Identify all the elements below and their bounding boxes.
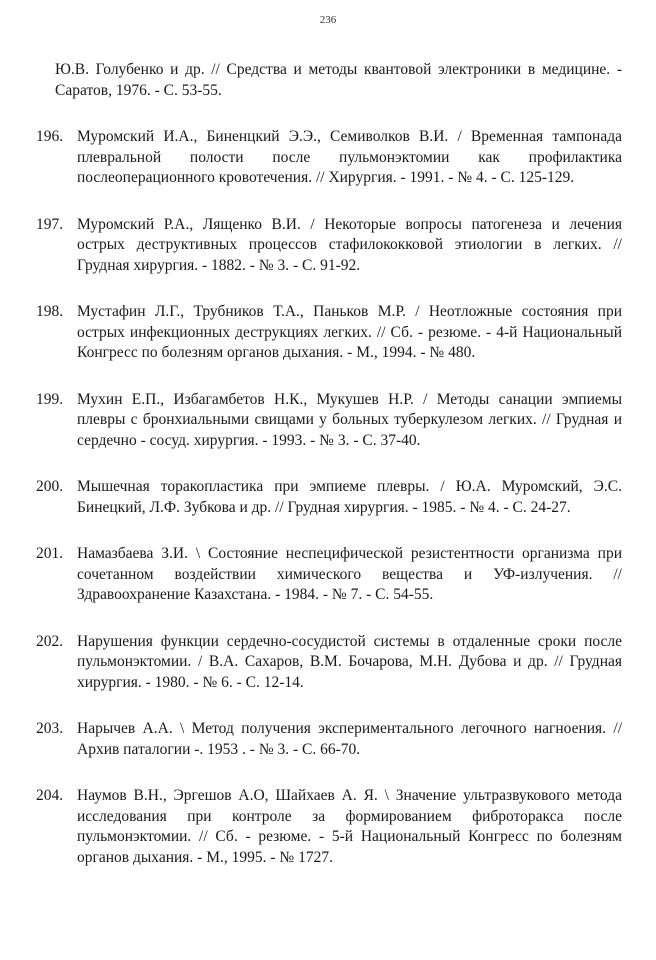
- reference-number: 196.: [36, 128, 64, 145]
- reference-entry: [36, 477, 622, 518]
- reference-text: Ю.В. Голубенко и др. // Средства и методы квантовой электроники в медицине. - Саратов, 1976. - С. 53-55.: [55, 61, 622, 99]
- reference-list: [36, 60, 622, 894]
- reference-entry: [36, 127, 622, 189]
- reference-number: 202.: [36, 632, 64, 650]
- reference-number: [36, 60, 55, 101]
- reference-text: Мышечная торакопластика при эмпиеме плевры. / Ю.А. Муромский, Э.С. Бинецкий, Л.Ф. Зубкова и др. // Грудная хирургия. - 1985. - № 4. - С. 24-27.: [77, 478, 622, 516]
- reference-entry: [36, 60, 622, 101]
- reference-text: Муромский И.А., Биненцкий Э.Э., Семиволков В.И. / Временная тампонада плевральной полости после пульмонэктомии как профилактика послеоперационного кровотечения. // Хирургия. - 1991. - № 4. - С. 125-129.: [77, 128, 622, 186]
- reference-text: Намазбаева З.И. \ Состояние неспецифической резистентности организма при сочетанном воздействии химического вещества и УФ-излучения. // Здравоохранение Казахстана. - 1984. - № 7. - С. 54-55.: [77, 545, 622, 603]
- reference-number: 201.: [36, 545, 64, 562]
- reference-entry: [36, 215, 622, 277]
- reference-number: 200.: [36, 478, 64, 495]
- reference-entry: [36, 632, 622, 694]
- reference-entry: [36, 390, 622, 452]
- reference-number: 198.: [36, 303, 64, 320]
- reference-number: 204.: [36, 787, 64, 804]
- reference-entry: [36, 719, 622, 760]
- reference-number: 197.: [36, 215, 64, 233]
- reference-text: Мухин Е.П., Избагамбетов Н.К., Мукушев Н.Р. / Методы санации эмпиемы плевры с бронхиальными свищами у больных туберкулезом легких. // Грудная и сердечно - сосуд. хирургия. - 1993. - № 3. - С. 37-40.: [77, 390, 622, 449]
- page-number: 236: [319, 14, 337, 26]
- reference-text: Муромский Р.А., Лященко В.И. / Некоторые вопросы патогенеза и лечения острых деструктивных процессов стафилококковой этиологии в легких. // Грудная хирургия. - 1882. - № 3. - С. 91-92.: [77, 215, 622, 274]
- reference-text: Мустафин Л.Г., Трубников Т.А., Паньков М.Р. / Неотложные состояния при острых инфекционных деструкциях легких. // Сб. - резюме. - 4-й Национальный Конгресс по болезням органов дыхания. - М., 1994. - № 480.: [77, 303, 622, 361]
- reference-text: Наумов В.Н., Эргешов А.О, Шайхаев А. Я. \ Значение ультразвукового метода исследования при контроле за формированием фиброторакса после пульмонэктомии. // Сб. - резюме. - 5-й Национальный Конгресс по болезням органов дыхания. - М., 1995. - № 1727.: [77, 787, 622, 866]
- reference-number: 199.: [36, 390, 64, 408]
- reference-number: 203.: [36, 720, 64, 737]
- reference-text: Нарычев А.А. \ Метод получения экспериментального легочного нагноения. // Архив паталогии -. 1953 . - № 3. - С. 66-70.: [77, 720, 622, 758]
- reference-text: Нарушения функции сердечно-сосудистой системы в отдаленные сроки после пульмонэктомии. / В.А. Сахаров, В.М. Бочарова, М.Н. Дубова и др. // Грудная хирургия. - 1980. - № 6. - С. 12-14.: [77, 632, 622, 691]
- reference-entry: [36, 786, 622, 868]
- reference-entry: [36, 544, 622, 606]
- reference-entry: [36, 302, 622, 364]
